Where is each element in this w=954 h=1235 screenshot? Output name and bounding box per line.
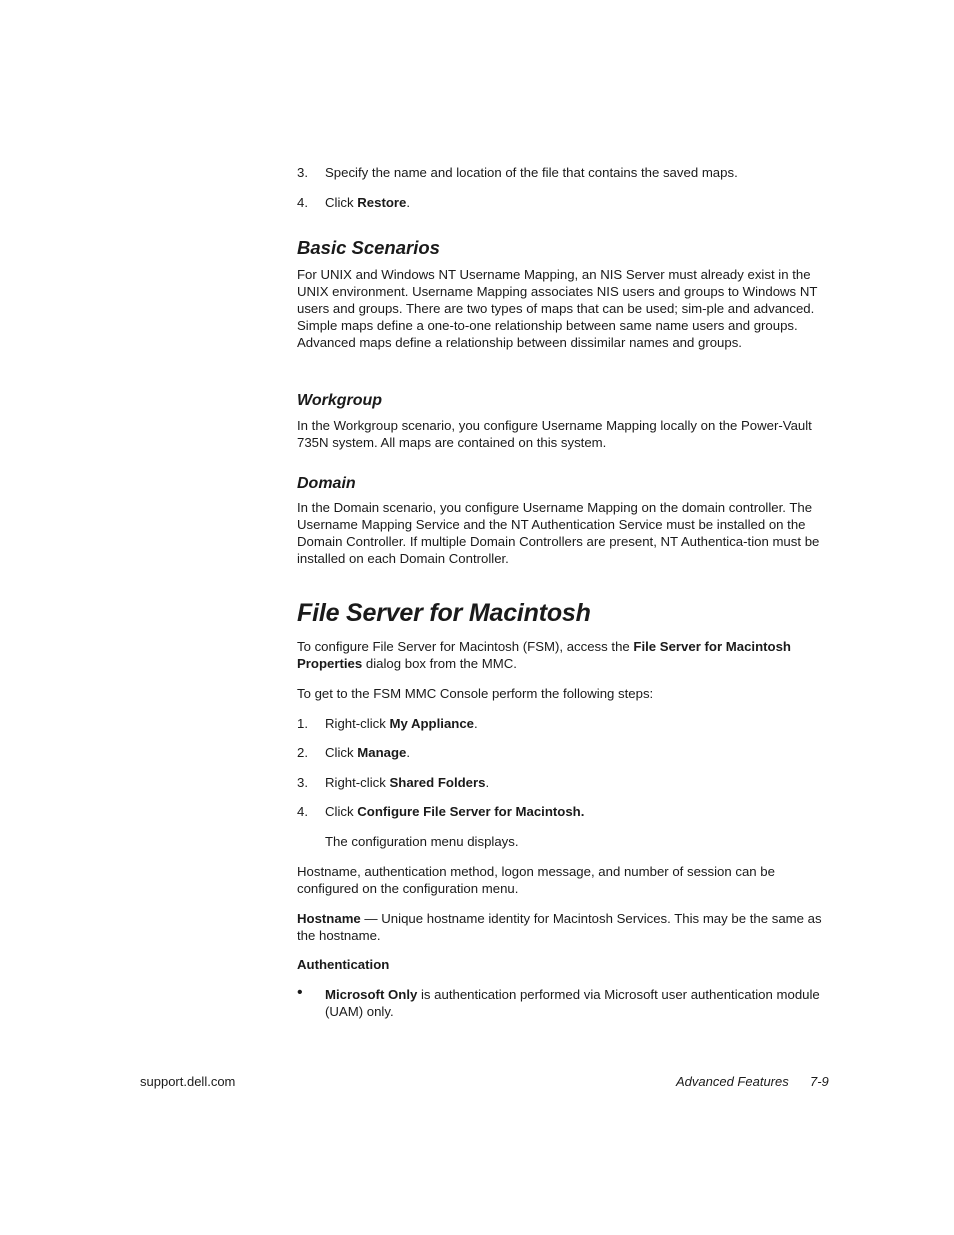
workgroup-heading: Workgroup — [297, 392, 383, 409]
config-text: Hostname, authentication method, logon message, and number of session can be configured on the configuration menu. — [297, 864, 775, 896]
step-number: 4. — [297, 804, 308, 819]
step-number: 3. — [297, 775, 308, 790]
basic-scenarios-heading: Basic Scenarios — [297, 237, 440, 258]
bullet-microsoft-only: Microsoft Only is authentication performed via Microsoft user authentication module (UAM) only. — [325, 987, 820, 1019]
step-text: Specify the name and location of the file that contains the saved maps. — [325, 165, 738, 180]
fsm-steps-intro: To get to the FSM MMC Console perform the following steps: — [297, 686, 654, 701]
step-number: 3. — [297, 165, 308, 180]
footer-url: support.dell.com — [140, 1074, 236, 1089]
hostname-text: Hostname — Unique hostname identity for Macintosh Services. This may be the same as the hostname. — [297, 911, 822, 943]
footer-section: Advanced Features — [676, 1074, 789, 1089]
step-number: 4. — [297, 195, 308, 210]
fsm-intro: To configure File Server for Macintosh (FSM), access the File Server for Macintosh Properties dialog box from the MMC. — [297, 639, 791, 671]
bullet-icon: • — [297, 984, 303, 1001]
domain-heading: Domain — [297, 475, 356, 492]
step-text: Click Configure File Server for Macintosh. — [325, 804, 585, 819]
step-text: Click Manage. — [325, 745, 411, 760]
domain-body: In the Domain scenario, you configure Username Mapping on the domain controller. The Username Mapping Service and the NT Authentication Service must be installed on the Domain Controller. If multiple Domain Controllers are present, NT Authentica-tion must be installed on each Domain Controller. — [297, 500, 820, 566]
step-number: 2. — [297, 745, 308, 760]
step-text: Right-click My Appliance. — [325, 716, 478, 731]
footer-page-number: 7-9 — [810, 1074, 829, 1089]
step-text: Right-click Shared Folders. — [325, 775, 490, 790]
step-note: The configuration menu displays. — [325, 834, 519, 849]
fsm-heading: File Server for Macintosh — [297, 599, 591, 627]
authentication-heading: Authentication — [297, 957, 390, 972]
step-number: 1. — [297, 716, 308, 731]
basic-scenarios-body: For UNIX and Windows NT Username Mapping, an NIS Server must already exist in the UNIX environment. Username Mapping associates NIS users and groups to Windows NT users and groups. There are two types of maps that can be used; sim-ple and advanced. Simple maps define a one-to-one relationship between same name users and groups. Advanced maps define a relationship between dissimilar names and groups. — [297, 267, 818, 350]
step-text: Click Restore. — [325, 195, 411, 210]
workgroup-body: In the Workgroup scenario, you configure Username Mapping locally on the Power-Vault 735N system. All maps are contained on this system. — [297, 418, 812, 450]
